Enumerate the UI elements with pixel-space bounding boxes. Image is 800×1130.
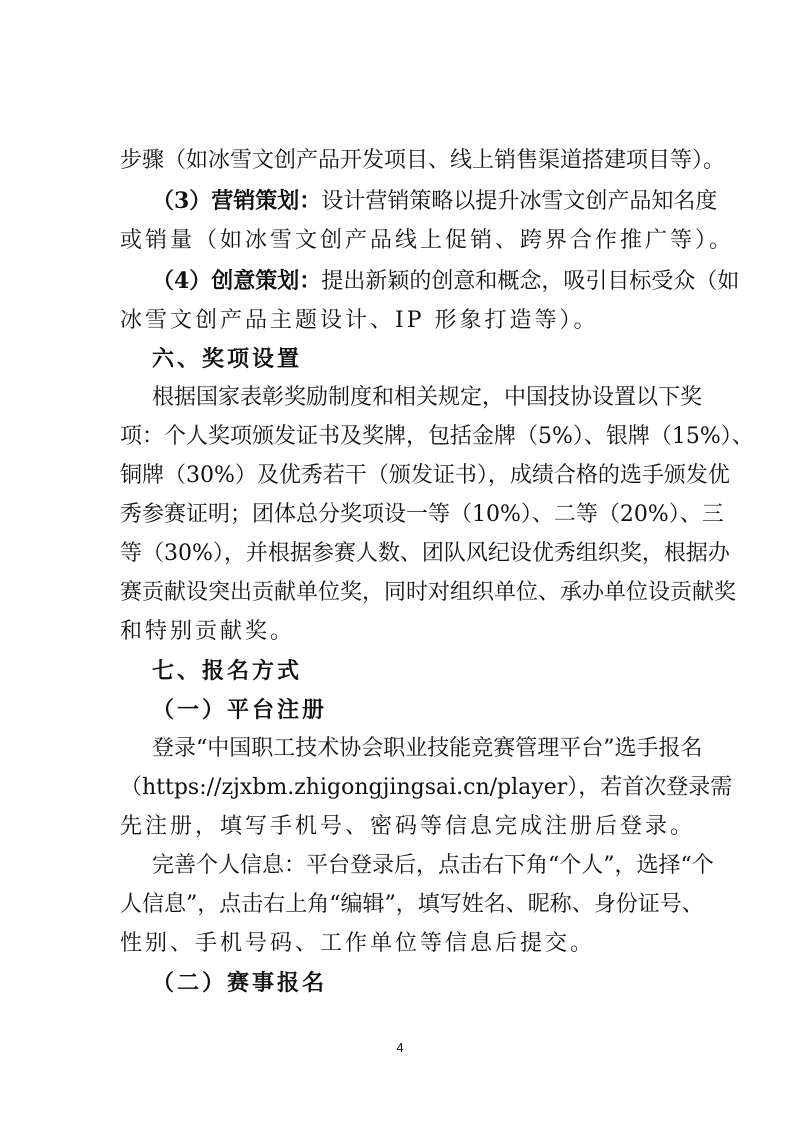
body-line: 或销量（如冰雪文创产品线上促销、跨界合作推广等）。 [120,228,735,253]
subheading-event-registration: （二）赛事报名 [152,970,328,996]
marketing-label: （3）营销策划： [152,188,322,214]
body-line: （https://zjxbm.zhigongjingsai.cn/player），若首次登录需 [120,775,733,800]
body-line: 根据国家表彰奖励制度和相关规定，中国技协设置以下奖 [152,385,703,410]
body-line: 项：个人奖项颁发证书及奖牌，包括金牌（5%）、银牌（15%）、 [120,424,754,449]
creative-label: （4）创意策划： [152,268,322,294]
body-line: 步骤（如冰雪文创产品开发项目、线上销售渠道搭建项目等）。 [120,148,726,173]
creative-text: 提出新颖的创意和概念，吸引目标受众（如 [321,269,740,294]
page-number: 4 [396,1040,404,1055]
body-line: 和特别贡献奖。 [120,619,296,644]
subheading-platform-registration: （一）平台注册 [152,697,328,723]
body-line: 完善个人信息：平台登录后，点击右下角“个人”，选择“个 [152,853,714,878]
creative-paragraph [152,266,740,296]
body-line: 冰雪文创产品主题设计、IP 形象打造等）。 [120,308,599,333]
body-line: 铜牌（30%）及优秀若干（颁发证书），成绩合格的选手颁发优 [120,463,730,488]
marketing-paragraph [152,186,718,216]
section-heading-registration: 七、报名方式 [152,658,303,684]
body-line: 赛贡献设突出贡献单位奖，同时对组织单位、承办单位设贡献奖 [120,580,737,605]
body-line: 性别、手机号码、工作单位等信息后提交。 [120,931,596,956]
body-line: 秀参赛证明；团体总分奖项设一等（10%）、二等（20%）、三 [120,502,724,527]
body-line: 先注册，填写手机号、密码等信息完成注册后登录。 [120,814,696,839]
body-line: 等（30%），并根据参赛人数、团队风纪设优秀组织奖，根据办 [120,541,730,566]
marketing-text: 设计营销策略以提升冰雪文创产品知名度 [321,189,718,214]
section-heading-awards: 六、奖项设置 [152,346,303,372]
body-line: 人信息”，点击右上角“编辑”，填写姓名、昵称、身份证号、 [120,892,704,917]
body-line: 登录“中国职工技术协会职业技能竞赛管理平台”选手报名 [152,736,703,761]
